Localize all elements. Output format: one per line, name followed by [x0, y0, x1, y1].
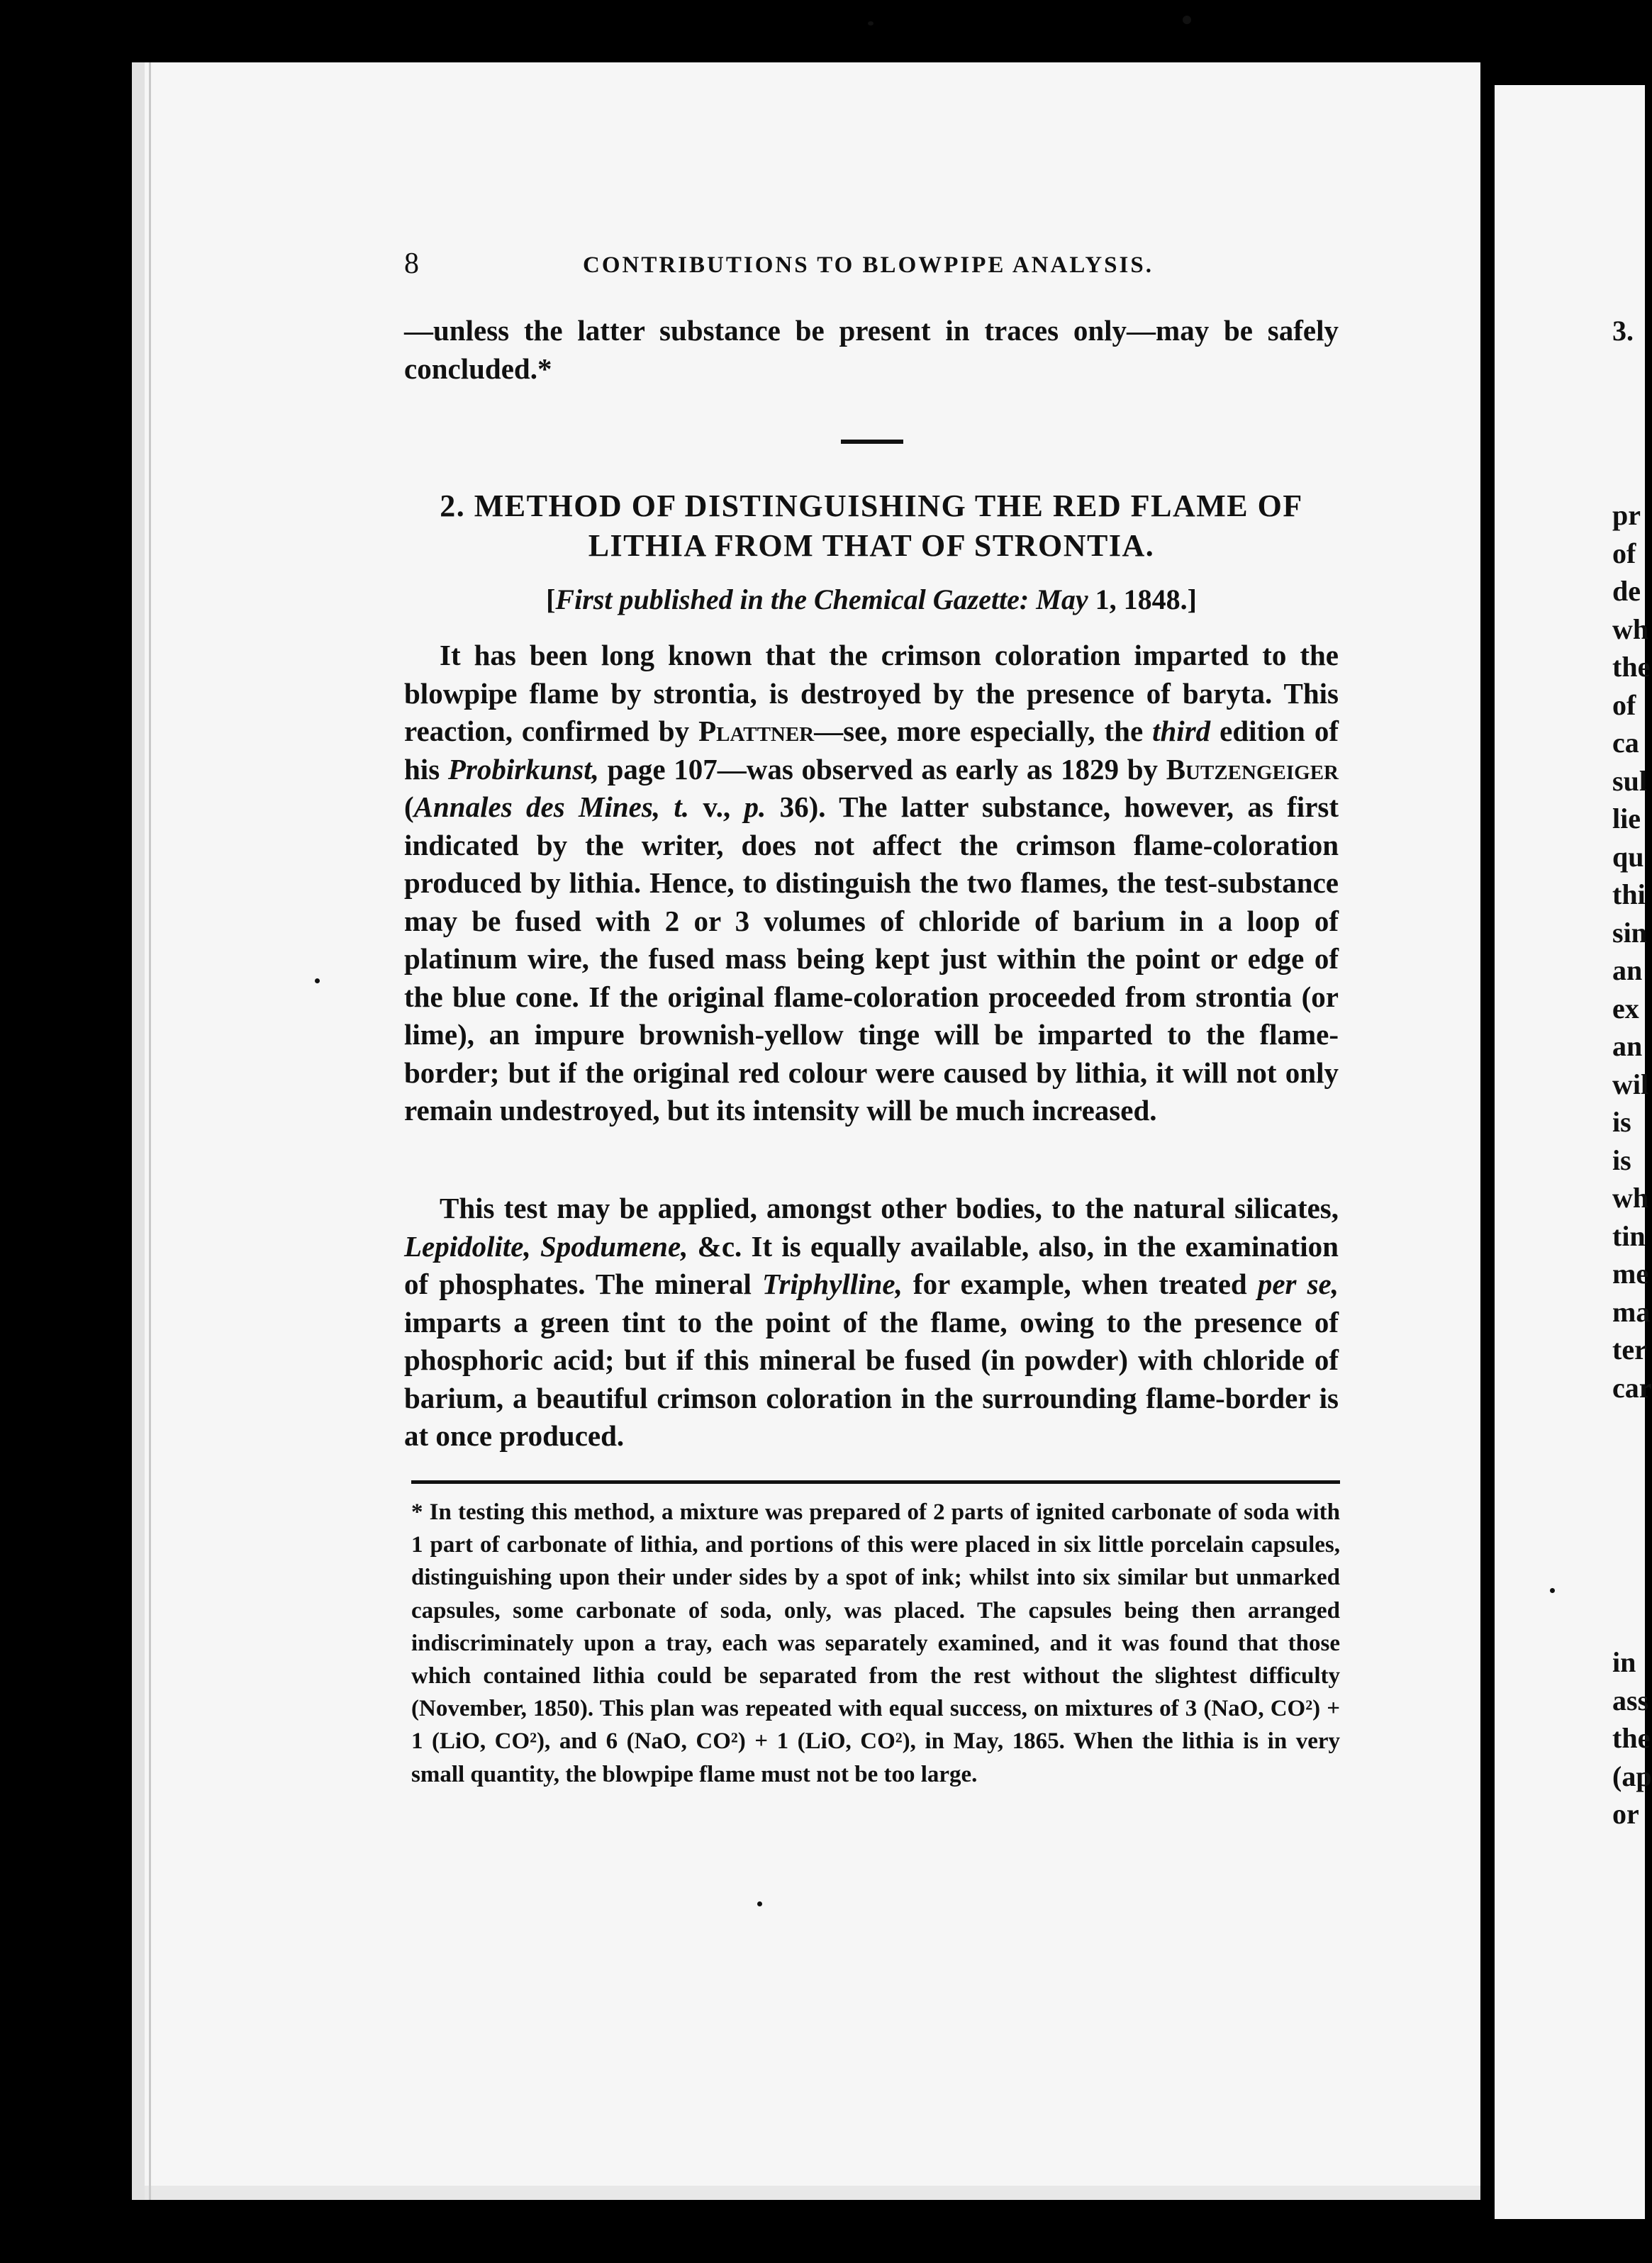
para1-run: It has been long known that the crimson coloration imparted to the blowpipe flame by strontia, is destroyed by the presence of baryta. This reaction, confirmed by [404, 639, 1339, 747]
facing-line: is [1612, 1144, 1631, 1176]
para1-run: p. [744, 790, 766, 823]
facing-line: tin [1612, 1219, 1646, 1252]
facing-line: me [1612, 1258, 1649, 1290]
facing-line: ter [1612, 1334, 1647, 1365]
facing-line: or [1612, 1798, 1639, 1830]
facing-line: lie [1612, 803, 1641, 834]
para1-run: third [1152, 715, 1211, 747]
facing-line: is [1612, 1106, 1631, 1138]
publication-note: [First published in the Chemical Gazette: May 1, 1848.] [546, 583, 1197, 615]
para1-run: Annales des Mines, t. [413, 790, 690, 823]
para1-run: v., [689, 790, 744, 823]
continuation-paragraph: —unless the latter substance be present in traces only—may be safely concluded.* [404, 314, 1339, 385]
scan-speck [315, 978, 320, 983]
scan-speck [1550, 1588, 1555, 1593]
facing-line: wh [1612, 613, 1649, 645]
facing-line: qu [1612, 840, 1644, 873]
body-paragraph-1 [404, 637, 1339, 1130]
para1-run: edition of his [404, 715, 1339, 786]
facing-line: wil [1612, 1068, 1649, 1100]
facing-line: thi [1612, 878, 1646, 910]
page-number: 8 [404, 247, 419, 280]
footnote-rule [411, 1480, 1340, 1484]
para1-run: page 107—was observed as early as 1829 by [598, 752, 1166, 786]
facing-line: an [1612, 954, 1643, 986]
facing-line: in [1612, 1646, 1636, 1678]
scan-speck [757, 1901, 762, 1906]
para2-run: imparts a green tint to the point of the flame, owing to the presence of phosphoric acid; but if this mineral be fused (in powder) with chloride of barium, a beautiful crimson coloration in the surrounding flame-border is at once produced. [404, 1305, 1339, 1452]
facing-line: ass [1612, 1684, 1649, 1716]
facing-line: the [1612, 651, 1651, 683]
para1-run: Butzengeiger [1166, 752, 1339, 786]
para1-run: —see, more especially, the [814, 715, 1153, 747]
facing-line: ca [1612, 727, 1639, 759]
page-edge [132, 62, 151, 2200]
para1-run: Plattner [698, 715, 815, 747]
para1-run: 36). The latter substance, however, as first indicated by the writer, does not affect the crimson flame-coloration produced by lithia. Hence, to distinguish the two flames, the test-substance may be fused with 2 or 3 volumes of chloride of barium in a loop of platinum wire, the fused mass being kept just within the point or edge of the blue cone. If the original flame-coloration proceeded from strontia (or lime), an impure brownish-yellow tinge will be imparted to the flame-border; but if the original red colour were caused by lithia, it will not only remain undestroyed, but its intensity will be much increased. [404, 790, 1339, 1127]
footnote: * In testing this method, a mixture was prepared of 2 parts of ignited carbonate of soda with 1 part of carbonate of lithia, and portions of this were placed in six little porcelain capsules, distinguishing upon their under sides by a spot of ink; whilst into six similar but unmarked capsules, some carbonate of soda, only, was placed. The capsules being then arranged indiscriminately upon a tray, each was separately examined, and it was found that those which contained lithia could be separated from the rest without the slightest difficulty (November, 1850). This plan was repeated with equal success, on mixtures of 3 (NaO, CO²) + 1 (LiO, CO²), and 6 (NaO, CO²) + 1 (LiO, CO²), in May, 1865. When the lithia is in very small quantity, the blowpipe flame must not be too large. [411, 1499, 1340, 1787]
para2-run: Lepidolite, Spodumene, [404, 1229, 688, 1263]
section-heading: 2. METHOD OF DISTINGUISHING THE RED FLAME OF LITHIA FROM THAT OF STRONTIA. [440, 488, 1303, 563]
facing-line: car [1612, 1371, 1652, 1404]
para2-run: This test may be applied, amongst other bodies, to the natural silicates, [440, 1192, 1339, 1224]
facing-page-number: 3. [1612, 315, 1634, 347]
facing-line: wh [1612, 1182, 1649, 1214]
running-head: CONTRIBUTIONS TO BLOWPIPE ANALYSIS. [583, 252, 1154, 278]
facing-line: ex [1612, 992, 1639, 1024]
book-gutter [1480, 57, 1495, 2212]
facing-line: sin [1612, 916, 1647, 949]
facing-line: pr [1612, 499, 1641, 531]
para2-run: Triphylline, [762, 1268, 903, 1300]
facing-line: (ap [1612, 1760, 1652, 1792]
facing-line: de [1612, 575, 1641, 607]
facing-page-text-top [1612, 496, 1652, 1407]
facing-line: sul [1612, 764, 1647, 797]
para2-run: for example, when treated [902, 1268, 1258, 1300]
para2-run: &c. It is equally available, also, in the examination of phosphates. The mineral [404, 1229, 1339, 1300]
scan-speck [868, 21, 874, 26]
facing-line: of [1612, 537, 1636, 569]
scan-speck [1183, 16, 1191, 24]
facing-line: ma [1612, 1295, 1651, 1328]
para1-run: Probirkunst, [447, 752, 599, 786]
para2-run: per se, [1257, 1268, 1339, 1300]
facing-page-text-bottom [1612, 1643, 1652, 1833]
facing-line: the [1612, 1722, 1651, 1754]
body-paragraph-2 [404, 1190, 1339, 1455]
facing-line: of [1612, 688, 1636, 721]
para1-run: ( [404, 790, 414, 823]
facing-line: an [1612, 1030, 1643, 1062]
section-divider [841, 440, 903, 444]
